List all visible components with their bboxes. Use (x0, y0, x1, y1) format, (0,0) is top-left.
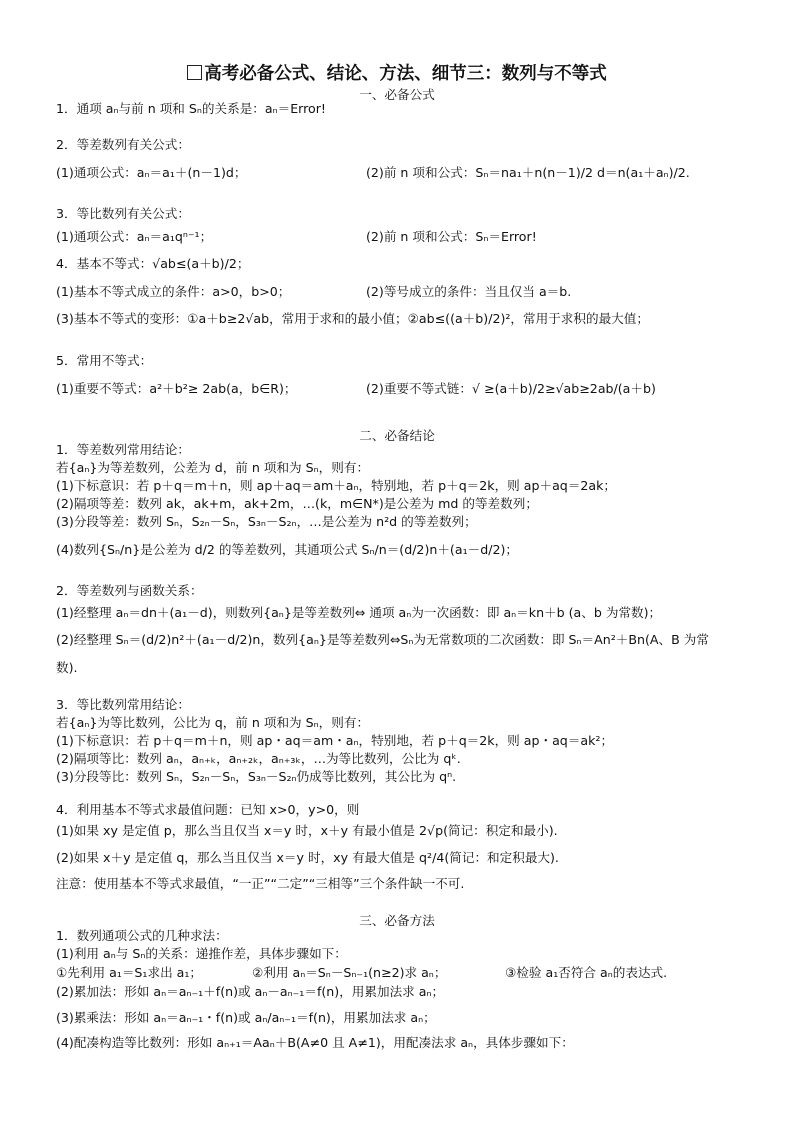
section-heading-methods: 三、必备方法 (359, 913, 435, 928)
section-heading-formulas: 一、必备公式 (359, 87, 435, 102)
formula-line: (1)基本不等式成立的条件：a>0，b>0； (56, 284, 291, 299)
conclusion-line: (3)分段等比：数列 Sₙ，S₂ₙ－Sₙ，S₃ₙ－S₂ₙ仍成等比数列，其公比为 qⁿ. (56, 769, 457, 784)
method-line: 1．数列通项公式的几种求法： (56, 928, 228, 943)
formula-line: 4．基本不等式：√ab≤(a＋b)/2； (56, 256, 250, 271)
formula-line: (2)重要不等式链：√ ≥(a＋b)/2≥√ab≥2ab/(a＋b) (366, 381, 656, 396)
formula-line: 3．等比数列有关公式： (56, 206, 190, 221)
conclusion-line: (1)如果 xy 是定值 p，那么当且仅当 x＝y 时，x＋y 有最小值是 2√p(简记：积定和最小). (56, 823, 558, 838)
conclusion-line: (1)下标意识：若 p＋q＝m＋n，则 ap＋aq＝am＋aₙ，特别地，若 p＋q＝2k，则 ap＋aq＝2ak； (56, 478, 617, 493)
formula-line: (1)通项公式：aₙ＝a₁qⁿ⁻¹； (56, 229, 213, 244)
conclusion-line: (2)隔项等差：数列 ak，ak+m，ak+2m，…(k，m∈N*)是公差为 md 的等差数列； (56, 496, 538, 511)
title-text: 高考必备公式、结论、方法、细节三：数列与不等式 (204, 64, 607, 84)
method-line: ②利用 aₙ＝Sₙ－Sₙ₋₁(n≥2)求 aₙ； (252, 965, 447, 980)
conclusion-line: 4．利用基本不等式求最值问题：已知 x>0，y>0，则 (56, 802, 360, 817)
conclusion-note: 注意：使用基本不等式求最值，“一正”“二定”“三相等”三个条件缺一不可. (56, 876, 465, 891)
method-line: (1)利用 aₙ与 Sₙ的关系：递推作差，具体步骤如下： (56, 946, 347, 961)
conclusion-line: (2)经整理 Sₙ＝(d/2)n²＋(a₁－d/2)n，数列{aₙ}是等差数列⇔Sₙ为无常数项的二次函数：即 Sₙ＝An²＋Bn(A、B 为常 (56, 632, 709, 647)
formula-line: (2)等号成立的条件：当且仅当 a＝b. (366, 284, 572, 299)
method-line: ③检验 a₁否符合 aₙ的表达式. (505, 965, 668, 980)
method-line: (2)累加法：形如 aₙ＝aₙ₋₁＋f(n)或 aₙ－aₙ₋₁＝f(n)，用累加法求 aₙ； (56, 984, 445, 999)
formula-line: 1．通项 aₙ与前 n 项和 Sₙ的关系是：aₙ＝Error! (56, 101, 326, 116)
method-line: (4)配凑构造等比数列：形如 aₙ₊₁＝Aaₙ＋B(A≠0 且 A≠1)，用配凑法求 aₙ，具体步骤如下： (56, 1035, 574, 1050)
conclusion-line: 1．等差数列常用结论： (56, 442, 190, 457)
conclusion-line: (4)数列{Sₙ/n}是公差为 d/2 的等差数列，其通项公式 Sₙ/n＝(d/2)n＋(a₁－d/2)； (56, 542, 518, 557)
checkbox-square-icon (187, 65, 202, 80)
formula-line: (1)通项公式：aₙ＝a₁＋(n－1)d； (56, 165, 247, 180)
formula-line: 5．常用不等式： (56, 353, 153, 368)
conclusion-line: 若{aₙ}为等差数列，公差为 d，前 n 项和为 Sₙ，则有： (56, 460, 370, 475)
formula-line: 2．等差数列有关公式： (56, 137, 190, 152)
conclusion-line: (1)下标意识：若 p＋q＝m＋n，则 ap・aq＝am・aₙ，特别地，若 p＋q＝2k，则 ap・aq＝ak²； (56, 733, 614, 748)
conclusion-line: (1)经整理 aₙ＝dn＋(a₁－d)，则数列{aₙ}是等差数列⇔ 通项 aₙ为一次函数：即 aₙ＝kn＋b (a、b 为常数)； (56, 605, 662, 620)
conclusion-line: 3．等比数列常用结论： (56, 697, 190, 712)
formula-line: (2)前 n 项和公式：Sₙ＝na₁＋n(n－1)/2 d＝n(a₁＋aₙ)/2. (366, 165, 690, 180)
formula-line: (2)前 n 项和公式：Sₙ＝Error! (366, 229, 537, 244)
conclusion-line: 2．等差数列与函数关系： (56, 583, 203, 598)
conclusion-line: (3)分段等差：数列 Sₙ，S₂ₙ－Sₙ，S₃ₙ－S₂ₙ，…是公差为 n²d 的等差数列； (56, 514, 477, 529)
formula-line: (1)重要不等式：a²＋b²≥ 2ab(a，b∈R)； (56, 381, 297, 396)
section-heading-conclusions: 二、必备结论 (359, 428, 435, 443)
conclusion-line: 数). (56, 660, 78, 675)
conclusion-line: 若{aₙ}为等比数列，公比为 q，前 n 项和为 Sₙ，则有： (56, 715, 370, 730)
method-line: (3)累乘法：形如 aₙ＝aₙ₋₁・f(n)或 aₙ/aₙ₋₁＝f(n)，用累加法求 aₙ； (56, 1010, 436, 1025)
conclusion-line: (2)隔项等比：数列 aₙ，aₙ₊ₖ，aₙ₊₂ₖ，aₙ₊₃ₖ，…为等比数列，公比为 qᵏ. (56, 751, 461, 766)
formula-line: (3)基本不等式的变形：①a＋b≥2√ab，常用于求和的最小值；②ab≤((a＋b)/2)²，常用于求积的最大值； (56, 311, 649, 326)
method-line: ①先利用 a₁＝S₁求出 a₁； (56, 965, 203, 980)
document-title (0, 60, 794, 85)
conclusion-line: (2)如果 x＋y 是定值 q，那么当且仅当 x＝y 时，xy 有最大值是 q²/4(简记：和定积最大). (56, 850, 559, 865)
